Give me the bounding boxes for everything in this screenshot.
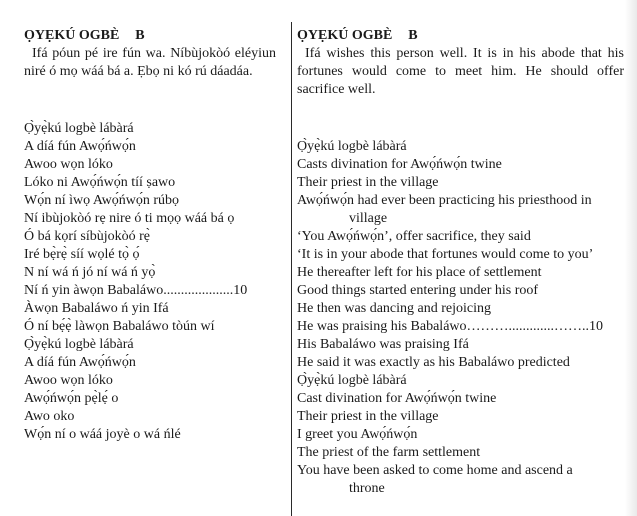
english-heading — [297, 27, 624, 45]
english-column — [297, 27, 624, 498]
english-heading-letter: B — [408, 28, 418, 43]
verse-line: Awoo wọn lóko — [24, 157, 113, 172]
verse-line: Their priest in the village — [297, 175, 439, 190]
yoruba-heading-letter: B — [135, 28, 145, 43]
verse-line: He was praising his Babaláwo……….............……..10 — [297, 319, 604, 334]
verse-line: Ọ̀yẹ̀kú logbè lábàrá — [24, 337, 134, 352]
yoruba-verses — [24, 120, 276, 444]
verse-line: Wọ́n ní ìwọ Awọ́ńwọ́n rúbọ — [24, 193, 180, 208]
verse-line: Wọ́n ní o wáá joyè o wá ńlé — [24, 427, 181, 442]
yoruba-heading-title: ỌYẸKÚ OGBÈ — [24, 28, 120, 43]
verse-line: He then was dancing and rejoicing — [297, 301, 491, 316]
verse-line: Àwọn Babaláwo ń yin Ifá — [24, 301, 169, 316]
verse-line: Ó bá kọrí síbùjokòó rẹ̀ — [24, 229, 150, 244]
column-divider — [291, 22, 292, 516]
verse-line: N ní wá ń jó ní wá ń yọ̀ — [24, 265, 156, 280]
english-verses — [297, 138, 624, 498]
verse-line: You have been asked to come home and ascend a — [297, 463, 573, 478]
verse-line: Ọ̀yẹ̀kú logbè lábàrá — [297, 373, 407, 388]
verse-line: A díá fún Awọ́ńwọ́n — [24, 139, 136, 154]
verse-line: Awọ́ńwọ́n had ever been practicing his priesthood in — [297, 193, 592, 208]
verse-line: I greet you Awọ́ńwọ́n — [297, 427, 418, 442]
verse-line: Ní ń yin àwọn Babaláwo....................10 — [24, 283, 248, 298]
english-intro: Ifá wishes this person well. It is in his abode that his fortunes would come to meet him. He should offer sacrifice well. — [297, 46, 624, 97]
verse-line: Lóko ni Awọ́ńwọ́n tíí ṣawo — [24, 175, 176, 190]
verse-line: ‘You Awọ́ńwọ́n’, offer sacrifice, they said — [297, 229, 531, 244]
verse-line: Awoo wọn lóko — [24, 373, 113, 388]
verse-line: Casts divination for Awọ́ńwọ́n twine — [297, 157, 502, 172]
verse-line: He thereafter left for his place of settlement — [297, 265, 542, 280]
verse-line: Good things started entering under his roof — [297, 283, 539, 298]
verse-line: Ní ibùjokòó rẹ nire ó ti mọọ wáá bá ọ — [24, 211, 235, 226]
verse-line: His Babaláwo was praising Ifá — [297, 337, 469, 352]
verse-line: ‘It is in your abode that fortunes would come to you’ — [297, 247, 594, 262]
verse-line: A díá fún Awọ́ńwọ́n — [24, 355, 136, 370]
verse-line: Their priest in the village — [297, 409, 439, 424]
verse-line: Awọ́ńwọ́n pẹ̀lẹ́ o — [24, 391, 119, 406]
verse-line: Ọ̀yẹ̀kú logbè lábàrá — [297, 139, 407, 154]
verse-line-continuation: village — [349, 211, 388, 226]
verse-line: He said it was exactly as his Babaláwo predicted — [297, 355, 570, 370]
verse-line: Iré bẹ̀rẹ̀ síí wọlé tọ̀ ọ́ — [24, 247, 140, 262]
page-edge-shadow — [625, 0, 637, 516]
verse-line: The priest of the farm settlement — [297, 445, 481, 460]
yoruba-heading — [24, 27, 276, 45]
verse-line: Awo oko — [24, 409, 75, 424]
verse-line: Ó ní bẹ́ẹ̀ làwọn Babaláwo tòún wí — [24, 319, 215, 334]
yoruba-intro: Ifá póun pé ire fún wa. Níbùjokòó eléyiun niré ó mọ wáá bá a. Ẹbọ ni kó rú dáadáa. — [24, 46, 276, 79]
english-heading-title: ỌYẸKÚ OGBÈ — [297, 28, 393, 43]
yoruba-column — [24, 27, 276, 444]
verse-line: Ọ̀yẹ̀kú logbè lábàrá — [24, 121, 134, 136]
verse-line-continuation: throne — [349, 481, 385, 496]
verse-line: Cast divination for Awọ́ńwọ́n twine — [297, 391, 497, 406]
